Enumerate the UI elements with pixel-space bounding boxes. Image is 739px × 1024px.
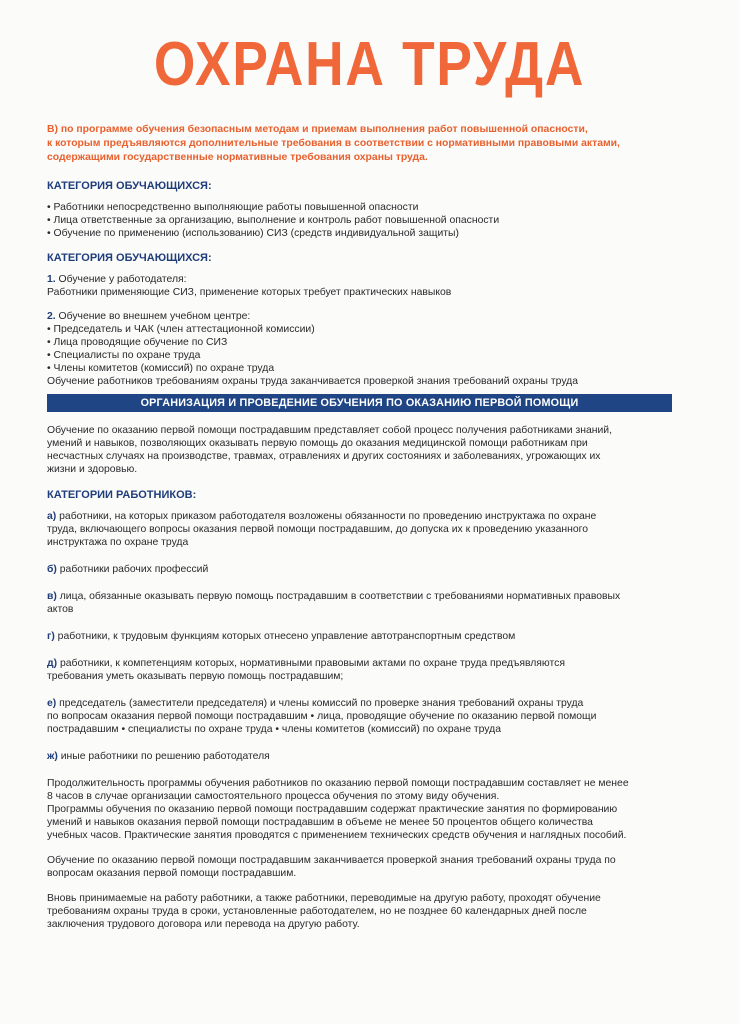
paragraph-line: жизни и здоровью. — [47, 464, 138, 475]
paragraph-line: Обучение по оказанию первой помощи пострадавшим представляет собой процесс получения работниками знаний, — [47, 425, 612, 436]
category-text: работники, на которых приказом работодателя возложены обязанности по проведению инструктажа по охране — [56, 511, 597, 522]
category-line: требования уметь оказывать первую помощь пострадавшим; — [47, 671, 344, 682]
list-item: • Специалисты по охране труда — [47, 350, 201, 361]
section2-part1 — [47, 273, 672, 299]
part-text: Работники применяющие СИЗ, применение которых требует практических навыков — [47, 287, 452, 298]
document-body — [47, 123, 672, 943]
paragraph-line: заключения трудового договора или перевода на другую работу. — [47, 919, 360, 930]
part-title-text: Обучение у работодателя: — [55, 274, 187, 285]
paragraph-line: требованиям охраны труда в сроки, установленные работодателем, но не позднее 60 календарных дней после — [47, 906, 587, 917]
category-item — [47, 697, 672, 736]
paragraph-line: умений и навыков, позволяющих оказывать первую помощь до оказания медицинской помощи работникам при — [47, 438, 588, 449]
category-line — [47, 630, 672, 643]
category-line: инструктажа по охране труда — [47, 537, 189, 548]
section1-list — [47, 201, 672, 240]
list-item: • Председатель и ЧАК (член аттестационной комиссии) — [47, 324, 315, 335]
category-letter: ж) — [47, 751, 58, 762]
paragraph-line: несчастных случаях на производстве, травмах, отравлениях и других состояниях и заболеваниях, угрожающих их — [47, 451, 601, 462]
category-text: работники, к трудовым функциям которых отнесено управление автотранспортным средством — [54, 631, 516, 642]
list-item: • Лица ответственные за организацию, выполнение и контроль работ повышенной опасности — [47, 215, 500, 226]
category-item — [47, 590, 672, 616]
category-text: иные работники по решению работодателя — [57, 751, 270, 762]
category-letter: б) — [47, 564, 57, 575]
category-line — [47, 590, 672, 603]
intro-line: содержащими государственные нормативные требования охраны труда. — [47, 152, 428, 163]
check-paragraph — [47, 854, 672, 880]
category-letter: в) — [47, 591, 57, 602]
category-letter: д) — [47, 658, 58, 669]
list-item: • Лица проводящие обучение по СИЗ — [47, 337, 228, 348]
category-letter: е) — [47, 698, 57, 709]
list-item: • Работники непосредственно выполняющие работы повышенной опасности — [47, 202, 419, 213]
category-text: работники рабочих профессий — [56, 564, 209, 575]
part-title-text: Обучение во внешнем учебном центре: — [55, 311, 251, 322]
category-line: пострадавшим • специалисты по охране труда • члены комитетов (комиссий) по охране труда — [47, 724, 501, 735]
section-heading: КАТЕГОРИИ РАБОТНИКОВ: — [47, 489, 197, 501]
category-item — [47, 630, 672, 643]
new-workers-paragraph — [47, 892, 672, 931]
category-item — [47, 657, 672, 683]
list-item: • Обучение по применению (использованию) СИЗ (средств индивидуальной защиты) — [47, 228, 459, 239]
list-item: • Члены комитетов (комиссий) по охране труда — [47, 363, 275, 374]
intro-line: к которым предъявляются дополнительные требования в соответствии с нормативными правовыми актами, — [47, 138, 620, 149]
category-item — [47, 563, 672, 576]
paragraph-line: Обучение по оказанию первой помощи пострадавшим заканчивается проверкой знания требований охраны труда по — [47, 855, 616, 866]
first-aid-paragraph — [47, 424, 672, 476]
category-line: по вопросам оказания первой помощи пострадавшим • лица, проводящие обучение по оказанию первой помощи — [47, 711, 597, 722]
duration-paragraph — [47, 777, 672, 842]
paragraph-line: умений и навыков оказания первой помощи пострадавшим в объеме не менее 50 процентов общего количества — [47, 817, 593, 828]
paragraph-line: Продолжительность программы обучения работников по оказанию первой помощи пострадавшим составляет не менее — [47, 778, 629, 789]
part-number: 2. — [47, 311, 56, 322]
part-title — [47, 273, 672, 286]
category-text: работники, к компетенциям которых, нормативными правовыми актами по охране труда предъявляются — [57, 658, 565, 669]
part-footer: Обучение работников требованиям охраны труда заканчивается проверкой знания требований охраны труда — [47, 376, 579, 387]
category-text: лица, обязанные оказывать первую помощь пострадавшим в соответствии с требованиями нормативных правовых — [56, 591, 621, 602]
page-title: ОХРАНА ТРУДА — [153, 30, 586, 99]
category-letter: г) — [47, 631, 55, 642]
paragraph-line: учебных часов. Практические занятия проводятся с применением технических средств обучения и наглядных пособий. — [47, 830, 627, 841]
paragraph-line: 8 часов в случае организации самостоятельного процесса обучения по этому виду обучения. — [47, 791, 500, 802]
category-item — [47, 510, 672, 549]
section-heading: КАТЕГОРИЯ ОБУЧАЮЩИХСЯ: — [47, 180, 212, 192]
category-line: труда, включающего вопросы оказания первой помощи пострадавшим, до допуска их к проведению указанного — [47, 524, 589, 535]
intro-paragraph — [47, 123, 672, 165]
category-line — [47, 697, 672, 710]
category-line — [47, 563, 672, 576]
section-banner: ОРГАНИЗАЦИЯ И ПРОВЕДЕНИЕ ОБУЧЕНИЯ ПО ОКАЗАНИЮ ПЕРВОЙ ПОМОЩИ — [47, 394, 672, 412]
category-item — [47, 750, 672, 763]
paragraph-line: Программы обучения по оказанию первой помощи пострадавшим содержат практические занятия по формированию — [47, 804, 618, 815]
category-line — [47, 750, 672, 763]
part-number: 1. — [47, 274, 56, 285]
intro-line: В) по программе обучения безопасным методам и приемам выполнения работ повышенной опасности, — [47, 124, 588, 135]
paragraph-line: вопросам оказания первой помощи пострадавшим. — [47, 868, 297, 879]
section-heading: КАТЕГОРИЯ ОБУЧАЮЩИХСЯ: — [47, 252, 212, 264]
paragraph-line: Вновь принимаемые на работу работники, а также работники, переводимые на другую работу, проходят обучение — [47, 893, 601, 904]
part-title — [47, 310, 672, 323]
section2-part2 — [47, 310, 672, 388]
category-line: актов — [47, 604, 74, 615]
category-letter: а) — [47, 511, 57, 522]
category-text: председатель (заместители председателя) и члены комиссий по проверке знания требований охраны труда — [56, 698, 584, 709]
category-line — [47, 657, 672, 670]
category-line — [47, 510, 672, 523]
